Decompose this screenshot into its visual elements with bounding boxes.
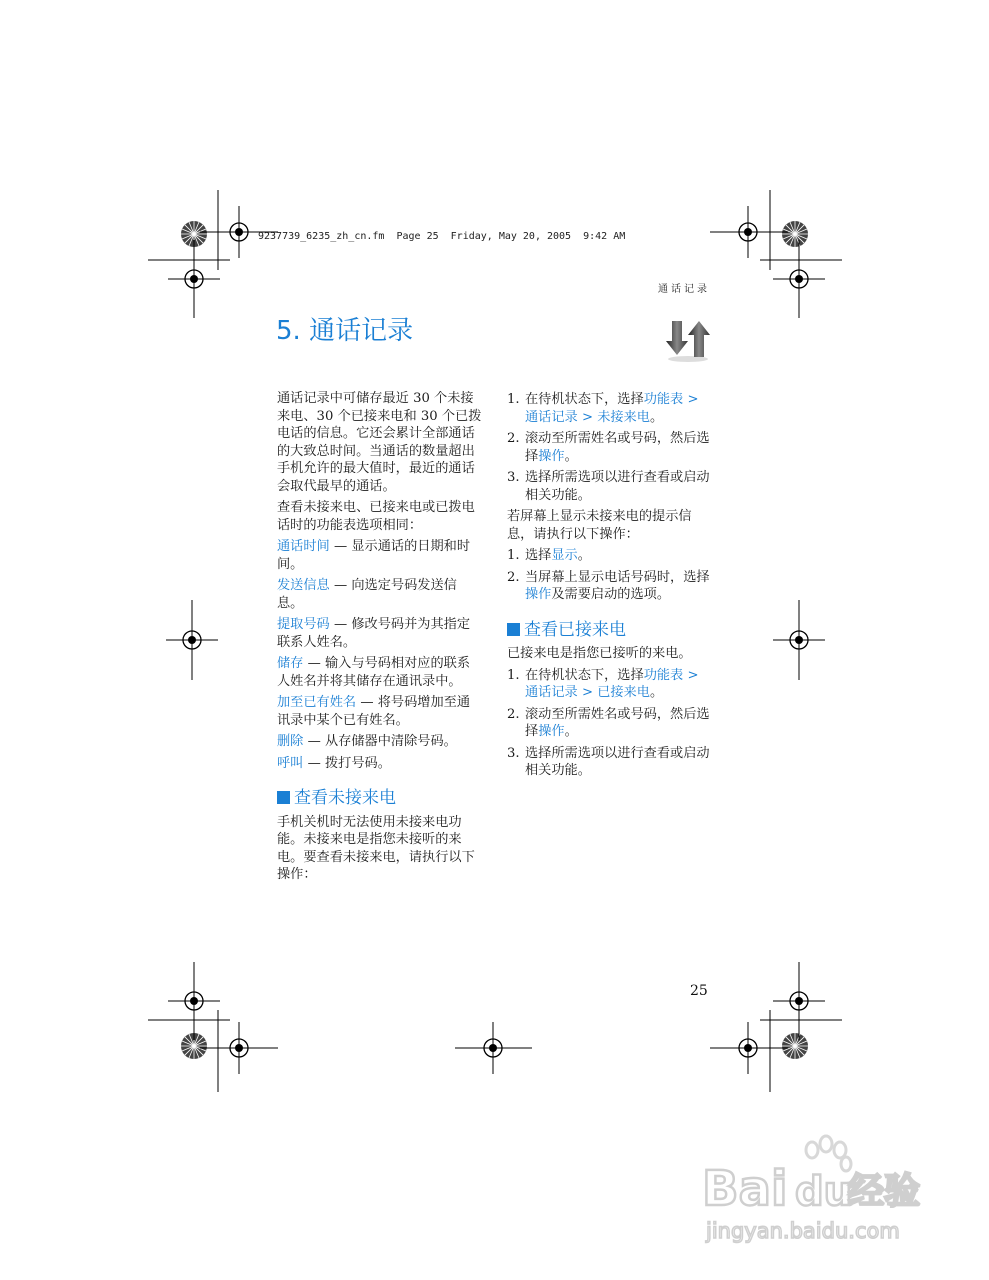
list-item: 1. 在待机状态下，选择功能表 > 通话记录 > 已接来电。 [507,667,699,700]
list-item: 1. 选择显示。 [507,548,591,563]
option-use-number [277,616,483,651]
page-number: 25 [690,983,708,999]
section-title-missed: 查看未接来电 [277,790,483,808]
option-save [277,655,483,690]
call-log-arrows-icon [664,315,712,363]
option-term: 提取号码 [277,617,330,632]
watermark-url: jingyan.baidu.com [706,1219,900,1243]
watermark-brand: Bai [702,1161,788,1217]
option-term: 发送信息 [277,578,330,593]
option-term: 加至已有姓名 [277,695,357,710]
option-term: 删除 [277,734,304,749]
options-intro: 查看未接来电、已接来电或已拨电话时的功能表选项相同： [277,500,475,533]
list-item: 2. 当屏幕上显示电话号码时，选择操作及需要启动的选项。 [507,569,710,602]
left-column [277,390,483,888]
option-desc: — 将号码增加至通讯录中某个已有姓名。 [277,695,471,728]
option-term: 储存 [277,656,304,671]
chapter-title: 5. 通话记录 [276,316,414,346]
option-send-message [277,577,483,612]
option-desc: — 修改号码并为其指定联系人姓名。 [277,617,471,650]
watermark-brand-du: du [795,1169,853,1215]
option-term: 通话时间 [277,539,330,554]
option-term: 呼叫 [277,755,304,771]
option-call-duration [277,538,483,573]
missed-steps-list [507,391,713,504]
file-header-info: 9237739_6235_zh_cn.fm Page 25 Friday, May 20, 2005 9:42 AM [258,231,626,242]
section-square-icon [277,791,290,804]
list-item: 3. 选择所需选项以进行查看或启动相关功能。 [507,745,710,778]
received-section-body: 已接来电是指您已接听的来电。 [507,646,692,661]
list-item: 2. 滚动至所需姓名或号码，然后选择操作。 [507,706,710,739]
list-item: 2. 滚动至所需姓名或号码，然后选择操作。 [507,431,710,464]
list-item: 3. 选择所需选项以进行查看或启动相关功能。 [507,470,710,503]
received-steps-list [507,667,713,780]
option-call [277,755,483,773]
option-delete [277,733,483,751]
section-square-icon [507,623,520,636]
option-desc: — 从存储器中清除号码。 [303,734,457,749]
option-desc: — 输入与号码相对应的联系人姓名并将其储存在通讯录中。 [277,656,471,689]
intro-paragraph: 通话记录中可储存最近 30 个未接来电、30 个已接来电和 30 个已拨电话的信息。它还会累计全部通话的大致总时间。当通话的数量超出手机允许的最大值时，最近的通话会取代最早的通话。 [277,391,482,494]
section-title-received: 查看已接来电 [507,622,713,640]
baidu-watermark-logo [700,1130,940,1250]
option-desc: — 拨打号码。 [303,755,391,771]
option-add-to-contact [277,694,483,729]
notice-steps-list [507,547,713,604]
watermark-brand-cn: 经验 [848,1171,921,1212]
running-header: 通话记录 [658,284,710,295]
missed-section-body: 手机关机时无法使用未接来电功能。未接来电是指您未接听的来电。要查看未接来电，请执行以下操作： [277,814,475,882]
list-item: 1. 在待机状态下，选择功能表 > 通话记录 > 未接来电。 [507,392,699,425]
option-desc: — 向选定号码发送信息。 [277,578,457,611]
option-desc: — 显示通话的日期和时间。 [277,539,471,572]
notice-intro: 若屏幕上显示未接来电的提示信息，请执行以下操作： [507,509,692,542]
right-column [507,391,713,784]
